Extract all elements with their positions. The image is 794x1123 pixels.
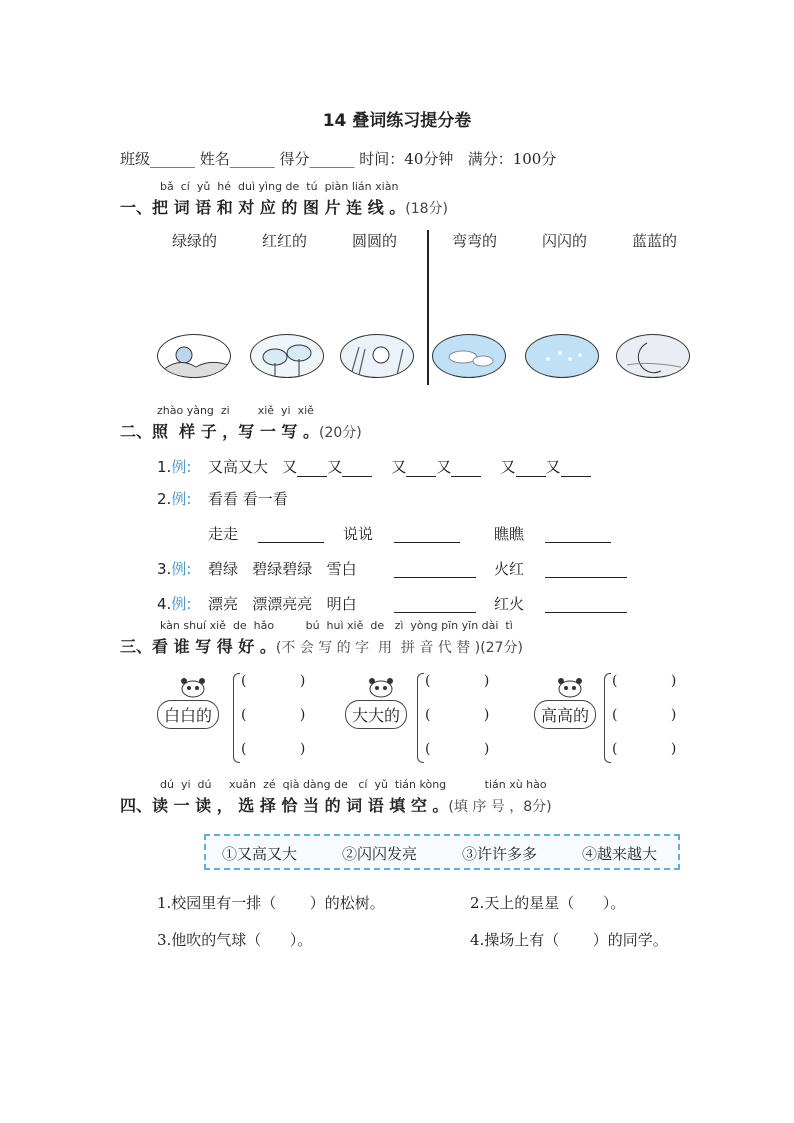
word-dada: 大大的 (345, 700, 407, 729)
word-lvlv: 绿绿的 (172, 232, 218, 250)
sec2-item3-text: 碧绿 碧绿碧绿 雪白 (208, 560, 357, 578)
question-1: 1.校园里有一排（ ）的松树。 (157, 894, 385, 912)
option-3: ③许许多多 (462, 845, 538, 863)
sec4-heading: 四、读 一 读 ， 选 择 恰 当 的 词 语 填 空 。(填 序 号 ，8分) (120, 796, 552, 815)
option-4: ④越来越大 (582, 845, 658, 863)
sun-mountain-icon (157, 334, 231, 378)
divider-line (427, 230, 429, 385)
sec1-pinyin: bǎ cí yǔ hé duì yìng de tú piàn lián xiàn (160, 180, 399, 193)
blank-huohong[interactable] (545, 559, 627, 578)
word-shanshan: 闪闪的 (542, 232, 588, 250)
sec2-item2: 2.例: (157, 490, 192, 508)
paren-1-1[interactable]: ( ) (241, 673, 306, 689)
sec2-item1-text: 又高又大 又 又 又 又 又 又 (208, 456, 591, 477)
girl-wheat-icon (340, 334, 414, 378)
panda-icon (178, 676, 208, 702)
clouds-icon (432, 334, 506, 378)
word-yuanyuan: 圆圆的 (352, 232, 398, 250)
blank-shuoshuo[interactable] (394, 524, 460, 543)
question-4: 4.操场上有（ ）的同学。 (470, 931, 668, 949)
option-1: ①又高又大 (222, 845, 298, 863)
sec2-item2-text: 看看 看一看 (208, 490, 288, 508)
question-3: 3.他吹的气球（ ）。 (157, 931, 313, 949)
word-qiaoqiao: 瞧瞧 (494, 525, 525, 543)
paren-3-1[interactable]: ( ) (612, 673, 677, 689)
sec1-heading: 一、把 词 语 和 对 应 的 图 片 连 线 。(18分) (120, 198, 449, 217)
stars-icon (525, 334, 599, 378)
sec2-pinyin: zhào yàng zi xiě yi xiě (157, 404, 314, 417)
paren-3-3[interactable]: ( ) (612, 741, 677, 757)
panda-icon (555, 676, 585, 702)
sec2-item1: 1.例: (157, 458, 192, 476)
brace (417, 673, 424, 763)
sec3-pinyin: kàn shuí xiě de hǎo bú huì xiě de zì yòng pīn yīn dài tì (160, 619, 513, 632)
sec2-item3: 3.例: (157, 560, 192, 578)
panda-icon (366, 676, 396, 702)
moon-icon (616, 334, 690, 378)
word-honghuo: 红火 (494, 595, 525, 613)
lotus-leaf-icon (250, 334, 324, 378)
blank-mingbai[interactable] (394, 594, 476, 613)
sec2-heading: 二、照 样 子 ，写 一 写 。(20分) (120, 422, 362, 441)
student-info-line: 班级______ 姓名______ 得分______ 时间：40分钟 满分：100分 (120, 150, 557, 168)
word-zouzou: 走走 (208, 525, 239, 543)
blank-qiaoqiao[interactable] (545, 524, 611, 543)
option-2: ②闪闪发亮 (342, 845, 418, 863)
page-title: 14 叠词练习提分卷 (322, 111, 472, 131)
sec2-item4-text: 漂亮 漂漂亮亮 明白 (208, 595, 357, 613)
blank-zouzou[interactable] (258, 524, 324, 543)
sec3-heading: 三、看 谁 写 得 好 。(不 会 写 的 字 用 拼 音 代 替 )(27分) (120, 637, 523, 656)
paren-2-1[interactable]: ( ) (425, 673, 490, 689)
word-gaogao: 高高的 (534, 700, 596, 729)
sec4-pinyin: dú yi dú xuǎn zé qià dàng de cí yǔ tián kòng tián xù hào (160, 778, 547, 791)
blank-honghuo[interactable] (545, 594, 627, 613)
word-wanwan: 弯弯的 (452, 232, 498, 250)
paren-1-2[interactable]: ( ) (241, 707, 306, 723)
paren-1-3[interactable]: ( ) (241, 741, 306, 757)
paren-3-2[interactable]: ( ) (612, 707, 677, 723)
question-2: 2.天上的星星（ ）。 (470, 894, 626, 912)
word-honghong: 红红的 (262, 232, 308, 250)
sec2-item4: 4.例: (157, 595, 192, 613)
paren-2-2[interactable]: ( ) (425, 707, 490, 723)
word-lanlan: 蓝蓝的 (632, 232, 678, 250)
word-huohong: 火红 (494, 560, 525, 578)
word-baibai: 白白的 (157, 700, 219, 729)
paren-2-3[interactable]: ( ) (425, 741, 490, 757)
word-shuoshuo: 说说 (343, 525, 374, 543)
brace (233, 673, 240, 763)
blank-xuebai[interactable] (394, 559, 476, 578)
brace (604, 673, 611, 763)
